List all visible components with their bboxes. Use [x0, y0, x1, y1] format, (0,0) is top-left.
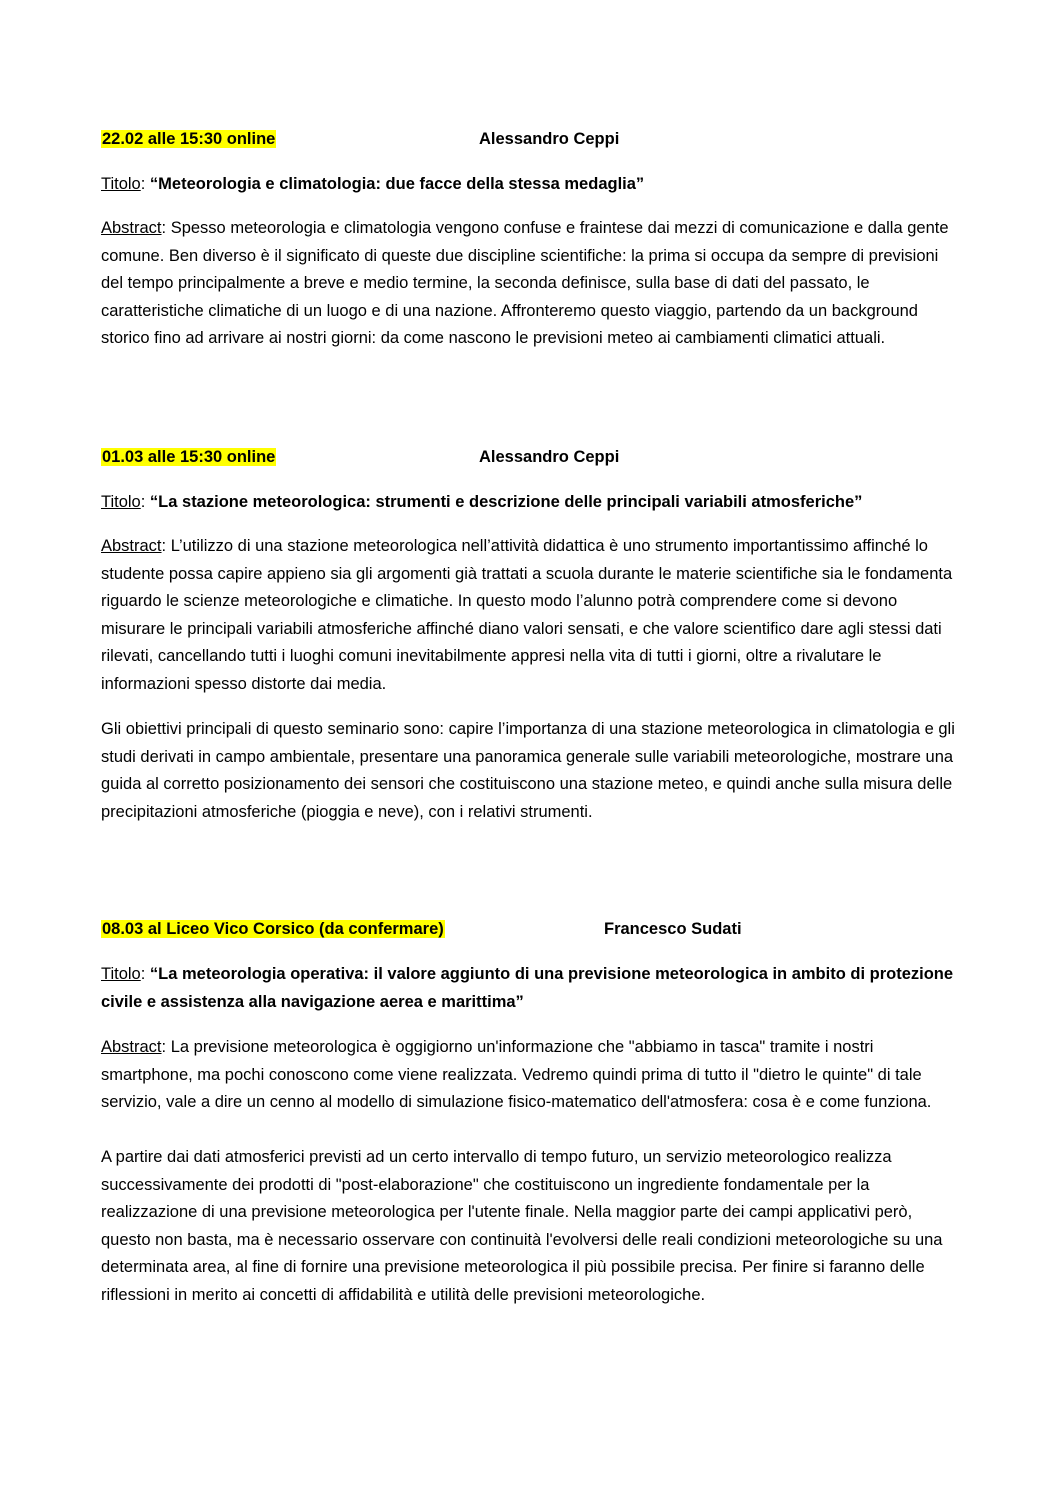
body-paragraph: Gli obiettivi principali di questo seminario sono: capire l’importanza di una stazione meteorologica in climatologia e gli studi derivati in campo ambientale, presentare una panoramica generale sulle variabili meteorologiche, mostrare una guida al corretto posizionamento dei sensori che costituiscono una stazione meteo, e quindi anche sulla misura delle precipitazioni atmosferiche (pioggia e neve), con i relativi strumenti.	[101, 720, 955, 821]
date-highlight: 01.03 alle 15:30 online	[102, 448, 276, 466]
body-paragraph: A partire dai dati atmosferici previsti ad un certo intervallo di tempo futuro, un servizio meteorologico realizza successivamente dei prodotti di "post-elaborazione" che costituiscono un ingrediente fondamentale per la realizzazione di una previsione meteorologica per l'utente finale. Nella maggior parte dei campi applicativi però, questo non basta, ma è necessario osservare con continuità l'evolversi delle reali condizioni meteorologiche su una determinata area, al fine di fornire una previsione meteorologica il più possibile precisa. Per finire si faranno delle riflessioni in merito ai concetti di affidabilità e utilità delle previsioni meteorologiche.	[101, 1148, 943, 1304]
speaker-name: Alessandro Ceppi	[479, 130, 620, 148]
session-date	[101, 918, 445, 940]
session-date	[101, 446, 276, 468]
abstract-paragraph: Abstract: La previsione meteorologica è oggigiorno un'informazione che "abbiamo in tasca" tramite i nostri smartphone, ma pochi conoscono come viene realizzata. Vedremo quindi prima di tutto il "dietro le quinte" di tale servizio, vale a dire un cenno al modello di simulazione fisico-matematico dell'atmosfera: cosa è e come funziona.	[101, 1038, 932, 1111]
abstract-label: Abstract	[101, 219, 162, 237]
abstract-text: La previsione meteorologica è oggigiorno un'informazione che "abbiamo in tasca" tramite i nostri smartphone, ma pochi conoscono come viene realizzata. Vedremo quindi prima di tutto il "dietro le quinte" di tale servizio, vale a dire un cenno al modello di simulazione fisico-matematico dell'atmosfera: cosa è e come funziona.	[101, 1038, 932, 1111]
session-date	[101, 128, 276, 150]
title-text: “La stazione meteorologica: strumenti e descrizione delle principali variabili atmosferiche”	[149, 493, 863, 511]
speaker-name: Alessandro Ceppi	[479, 448, 620, 466]
abstract-label: Abstract	[101, 537, 162, 555]
speaker-name: Francesco Sudati	[604, 920, 742, 938]
date-highlight: 08.03 al Liceo Vico Corsico (da confermare)	[102, 920, 444, 938]
title-label: Titolo	[101, 493, 141, 511]
title-label: Titolo	[101, 965, 141, 983]
title-text: “Meteorologia e climatologia: due facce della stessa medaglia”	[149, 175, 645, 193]
abstract-paragraph: Abstract: L’utilizzo di una stazione meteorologica nell’attività didattica è uno strumento importantissimo affinché lo studente possa capire appieno sia gli argomenti già trattati a scuola durante le materie scientifiche sia le fondamenta riguardo le scienze meteorologiche e climatiche. In questo modo l’alunno potrà comprendere come si devono misurare le principali variabili atmosferiche affinché diano valori sensati, e che valore scientifico dare agli stessi dati rilevati, cancellando tutti i luoghi comuni inevitabilmente appresi nella vita di tutti i giorni, oltre a rivalutare le informazioni spesso distorte dai media.	[101, 537, 953, 693]
abstract-text: L’utilizzo di una stazione meteorologica nell’attività didattica è uno strumento importantissimo affinché lo studente possa capire appieno sia gli argomenti già trattati a scuola durante le materie scientifiche sia le fondamenta riguardo le scienze meteorologiche e climatiche. In questo modo l’alunno potrà comprendere come si devono misurare le principali variabili atmosferiche affinché diano valori sensati, e che valore scientifico dare agli stessi dati rilevati, cancellando tutti i luoghi comuni inevitabilmente appresi nella vita di tutti i giorni, oltre a rivalutare le informazioni spesso distorte dai media.	[101, 537, 953, 693]
title-label: Titolo	[101, 175, 141, 193]
title-text: “La meteorologia operativa: il valore aggiunto di una previsione meteorologica in ambito di protezione civile e assistenza alla navigazione aerea e marittima”	[101, 965, 954, 1011]
abstract-paragraph: Abstract: Spesso meteorologia e climatologia vengono confuse e fraintese dai mezzi di comunicazione e dalla gente comune. Ben diverso è il significato di queste due discipline scientifiche: la prima si occupa da sempre di previsioni del tempo principalmente a breve e medio termine, la seconda definisce, sulla base di dati del passato, le caratteristiche climatiche di un luogo e di una nazione. Affronteremo questo viaggio, partendo da un background storico fino ad arrivare ai nostri giorni: da come nascono le previsioni meteo ai cambiamenti climatici attuali.	[101, 219, 949, 347]
abstract-text: Spesso meteorologia e climatologia vengono confuse e fraintese dai mezzi di comunicazione e dalla gente comune. Ben diverso è il significato di queste due discipline scientifiche: la prima si occupa da sempre di previsioni del tempo principalmente a breve e medio termine, la seconda definisce, sulla base di dati del passato, le caratteristiche climatiche di un luogo e di una nazione. Affronteremo questo viaggio, partendo da un background storico fino ad arrivare ai nostri giorni: da come nascono le previsioni meteo ai cambiamenti climatici attuali.	[101, 219, 949, 347]
abstract-label: Abstract	[101, 1038, 162, 1056]
session-title: Titolo: “La meteorologia operativa: il valore aggiunto di una previsione meteorologica in ambito di protezione civile e assistenza alla navigazione aerea e marittima”	[101, 965, 954, 1011]
date-highlight: 22.02 alle 15:30 online	[102, 130, 276, 148]
session-title: Titolo: “Meteorologia e climatologia: due facce della stessa medaglia”	[101, 175, 645, 193]
session-title: Titolo: “La stazione meteorologica: strumenti e descrizione delle principali variabili atmosferiche”	[101, 493, 863, 511]
